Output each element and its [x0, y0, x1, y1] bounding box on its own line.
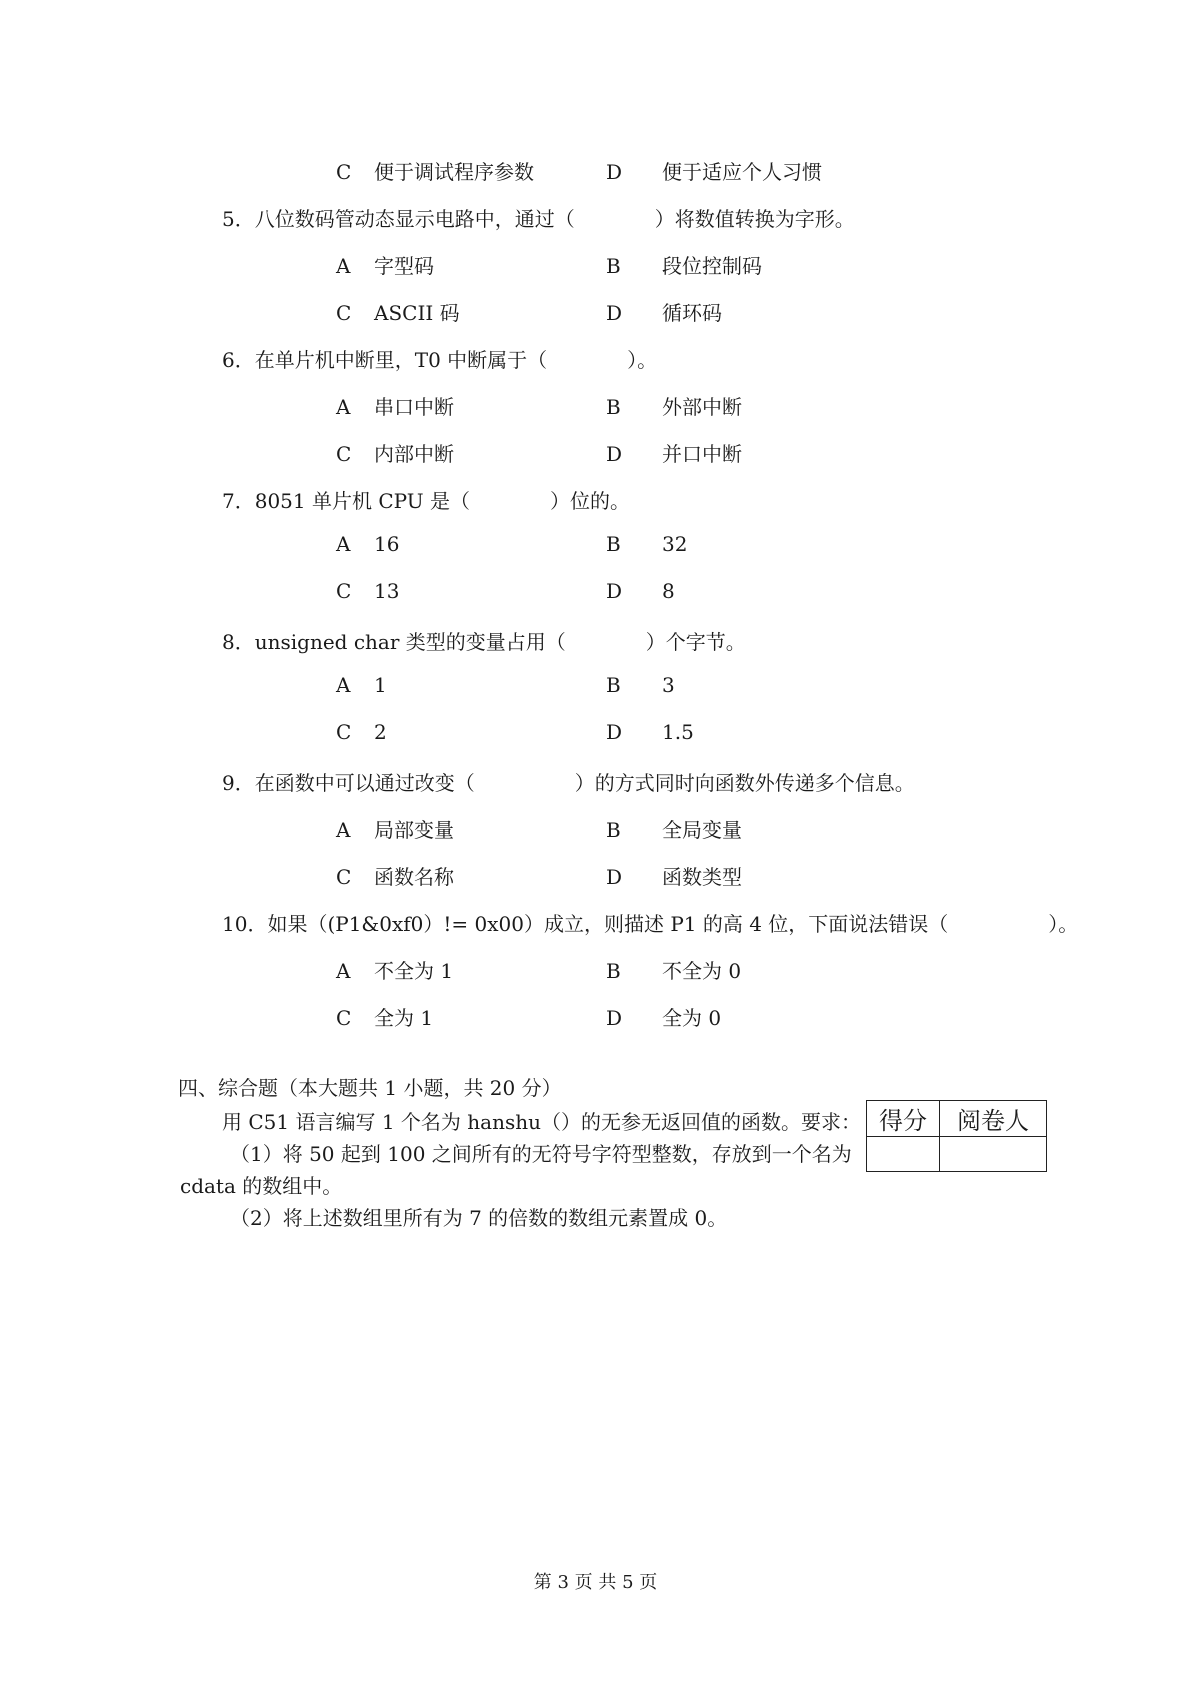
option-text: 不全为 0 — [662, 959, 742, 983]
option-d — [606, 579, 675, 603]
question-9-stem: 9．在函数中可以通过改变（ ）的方式同时向函数外传递多个信息。 — [222, 771, 915, 795]
option-text: 32 — [662, 532, 688, 556]
option-text: 1.5 — [662, 720, 694, 744]
reviewer-label: 阅卷人 — [940, 1101, 1047, 1137]
score-table — [866, 1100, 1047, 1172]
option-c — [336, 579, 399, 603]
option-b — [606, 532, 687, 556]
option-letter: A — [336, 818, 351, 842]
option-letter: D — [606, 160, 623, 184]
section-4-title: 四、综合题（本大题共 1 小题，共 20 分） — [178, 1076, 562, 1100]
option-letter: D — [606, 720, 623, 744]
option-a — [336, 955, 453, 984]
option-letter: A — [336, 395, 351, 419]
option-a — [336, 250, 434, 279]
option-letter: C — [336, 1006, 352, 1030]
option-letter: C — [336, 301, 352, 325]
option-text: 13 — [374, 579, 400, 603]
option-text: 内部中断 — [374, 442, 454, 466]
option-c — [336, 1002, 433, 1031]
option-b — [606, 250, 762, 279]
option-text: 外部中断 — [662, 395, 742, 419]
option-text: 循环码 — [662, 301, 722, 325]
option-letter: A — [336, 254, 351, 278]
option-b — [606, 673, 675, 697]
option-text: 函数名称 — [374, 865, 454, 889]
reviewer-cell[interactable] — [940, 1137, 1047, 1172]
option-letter: D — [606, 1006, 623, 1030]
question-7-stem: 7．8051 单片机 CPU 是（ ）位的。 — [222, 489, 630, 513]
section-4-line-4: （2）将上述数组里所有为 7 的倍数的数组元素置成 0。 — [230, 1206, 728, 1230]
option-c — [336, 720, 387, 744]
option-letter: C — [336, 720, 352, 744]
option-d — [606, 297, 722, 326]
question-6-stem: 6．在单片机中断里，T0 中断属于（ ）。 — [222, 348, 658, 372]
option-b — [606, 814, 742, 843]
option-text: 局部变量 — [374, 818, 454, 842]
option-c — [336, 438, 454, 467]
option-text: 全为 0 — [662, 1006, 722, 1030]
option-text: 串口中断 — [374, 395, 454, 419]
section-4-line-2: （1）将 50 起到 100 之间所有的无符号字符型整数，存放到一个名为 — [230, 1142, 852, 1166]
option-d — [606, 861, 742, 890]
option-c — [336, 297, 460, 326]
option-text: 8 — [662, 579, 675, 603]
option-a — [336, 532, 399, 556]
option-letter: C — [336, 865, 352, 889]
option-letter: A — [336, 959, 351, 983]
page-footer: 第 3 页 共 5 页 — [533, 1572, 658, 1593]
question-10-stem: 10．如果（(P1&0xf0）!= 0x00）成立，则描述 P1 的高 4 位，下面说法错误（ ）。 — [222, 912, 1079, 936]
option-text: 全为 1 — [374, 1006, 434, 1030]
section-4-line-3: cdata 的数组中。 — [180, 1174, 343, 1198]
option-text: 1 — [374, 673, 387, 697]
option-b — [606, 391, 742, 420]
option-letter: B — [606, 254, 621, 278]
score-label: 得分 — [867, 1101, 940, 1137]
option-a — [336, 391, 454, 420]
option-a — [336, 673, 387, 697]
option-text: 字型码 — [374, 254, 434, 278]
option-d — [606, 720, 694, 744]
option-letter: C — [336, 160, 352, 184]
option-text: 16 — [374, 532, 400, 556]
option-letter: D — [606, 442, 623, 466]
option-letter: B — [606, 395, 621, 419]
option-d — [606, 438, 742, 467]
option-text: 2 — [374, 720, 387, 744]
question-5-stem: 5．八位数码管动态显示电路中，通过（ ）将数值转换为字形。 — [222, 207, 855, 231]
option-letter: C — [336, 579, 352, 603]
option-text: 便于适应个人习惯 — [662, 160, 822, 184]
score-cell[interactable] — [867, 1137, 940, 1172]
option-letter: A — [336, 532, 351, 556]
option-letter: C — [336, 442, 352, 466]
option-b — [606, 955, 741, 984]
option-text: 段位控制码 — [662, 254, 762, 278]
option-letter: D — [606, 579, 623, 603]
section-4-line-1: 用 C51 语言编写 1 个名为 hanshu（）的无参无返回值的函数。要求： — [222, 1110, 861, 1134]
option-text: 函数类型 — [662, 865, 742, 889]
option-text: 便于调试程序参数 — [374, 160, 534, 184]
option-text: 并口中断 — [662, 442, 742, 466]
question-8-stem: 8．unsigned char 类型的变量占用（ ）个字节。 — [222, 630, 746, 654]
option-a — [336, 814, 454, 843]
option-c — [336, 156, 534, 185]
option-d — [606, 1002, 721, 1031]
option-letter: B — [606, 532, 621, 556]
option-text: 不全为 1 — [374, 959, 454, 983]
option-letter: D — [606, 865, 623, 889]
option-d — [606, 156, 822, 185]
option-c — [336, 861, 454, 890]
option-text: 3 — [662, 673, 675, 697]
option-letter: B — [606, 818, 621, 842]
option-letter: A — [336, 673, 351, 697]
option-letter: B — [606, 673, 621, 697]
option-letter: B — [606, 959, 621, 983]
option-text: 全局变量 — [662, 818, 742, 842]
option-letter: D — [606, 301, 623, 325]
option-text: ASCII 码 — [374, 301, 460, 325]
